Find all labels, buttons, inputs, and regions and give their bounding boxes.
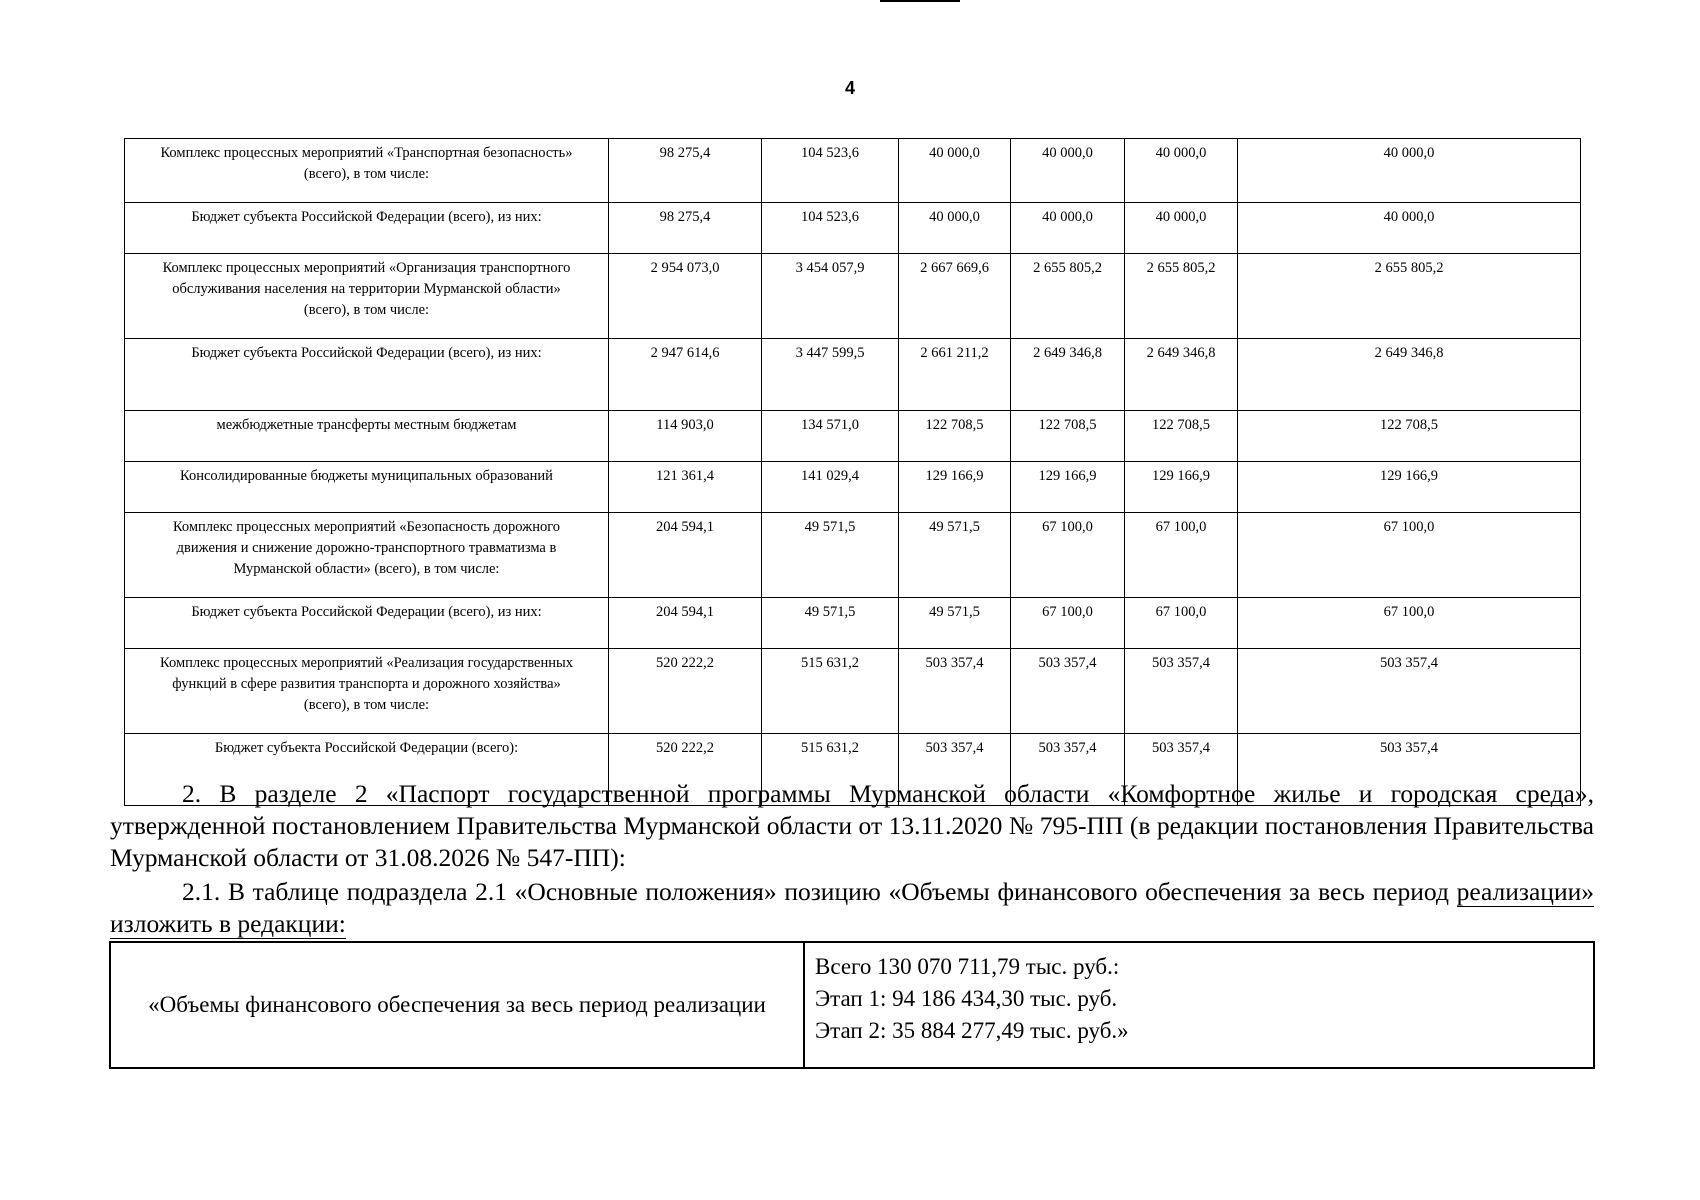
value-cell: 122 708,5 bbox=[1011, 411, 1125, 462]
value-cell: 67 100,0 bbox=[1238, 513, 1581, 598]
value-cell: 503 357,4 bbox=[1125, 734, 1238, 806]
funding-table bbox=[109, 941, 1595, 1069]
value-cell: 40 000,0 bbox=[899, 203, 1011, 254]
value-cell: 503 357,4 bbox=[1011, 649, 1125, 734]
page-number: 4 bbox=[844, 78, 855, 98]
table-row bbox=[125, 513, 1581, 598]
row-label: Комплекс процессных мероприятий «Реализация государственных функций в сфере развития транспорта и дорожного хозяйства» (всего), в том числе: bbox=[125, 649, 609, 734]
value-cell: 503 357,4 bbox=[1011, 734, 1125, 806]
value-cell: 40 000,0 bbox=[1125, 139, 1238, 203]
top-edge-mark bbox=[880, 0, 960, 2]
table-row bbox=[125, 254, 1581, 339]
value-cell: 40 000,0 bbox=[1011, 139, 1125, 203]
table-row bbox=[125, 462, 1581, 513]
value-cell: 141 029,4 bbox=[762, 462, 899, 513]
value-cell: 2 661 211,2 bbox=[899, 339, 1011, 411]
paragraph-section-2: 2. В разделе 2 «Паспорт государственной программы Мурманской области «Комфортное жилье и городская среда», утвержденной постановлением Правительства Мурманской области от 13.11.2020 № 795-ПП (в редакции постановления Правительства Мурманской области от 31.08.2026 № 547-ПП): bbox=[110, 779, 1594, 872]
value-cell: 49 571,5 bbox=[762, 598, 899, 649]
value-cell: 3 447 599,5 bbox=[762, 339, 899, 411]
table-row bbox=[125, 139, 1581, 203]
value-cell: 503 357,4 bbox=[1238, 734, 1581, 806]
value-cell: 2 667 669,6 bbox=[899, 254, 1011, 339]
table-row bbox=[125, 411, 1581, 462]
value-cell: 40 000,0 bbox=[1238, 139, 1581, 203]
value-cell: 134 571,0 bbox=[762, 411, 899, 462]
value-cell: 204 594,1 bbox=[609, 513, 762, 598]
value-cell: 67 100,0 bbox=[1125, 598, 1238, 649]
table-row bbox=[125, 339, 1581, 411]
value-cell: 49 571,5 bbox=[762, 513, 899, 598]
value-cell: 104 523,6 bbox=[762, 139, 899, 203]
value-cell: 2 649 346,8 bbox=[1125, 339, 1238, 411]
value-cell: 40 000,0 bbox=[1238, 203, 1581, 254]
value-cell: 2 649 346,8 bbox=[1238, 339, 1581, 411]
value-cell: 2 954 073,0 bbox=[609, 254, 762, 339]
value-cell: 67 100,0 bbox=[1011, 598, 1125, 649]
value-cell: 129 166,9 bbox=[1125, 462, 1238, 513]
value-cell: 98 275,4 bbox=[609, 139, 762, 203]
value-cell: 2 655 805,2 bbox=[1011, 254, 1125, 339]
value-cell: 129 166,9 bbox=[1011, 462, 1125, 513]
value-cell: 122 708,5 bbox=[899, 411, 1011, 462]
value-cell: 2 655 805,2 bbox=[1238, 254, 1581, 339]
value-cell: 3 454 057,9 bbox=[762, 254, 899, 339]
row-label: межбюджетные трансферты местным бюджетам bbox=[125, 411, 609, 462]
funding-total: Всего 130 070 711,79 тыс. руб.: bbox=[815, 954, 1120, 979]
value-cell: 98 275,4 bbox=[609, 203, 762, 254]
value-cell: 2 649 346,8 bbox=[1011, 339, 1125, 411]
value-cell: 40 000,0 bbox=[899, 139, 1011, 203]
paragraph-2-1-end: реализации» изложить в редакции: bbox=[110, 877, 1594, 938]
value-cell: 40 000,0 bbox=[1125, 203, 1238, 254]
value-cell: 520 222,2 bbox=[609, 734, 762, 806]
paragraph-subsection-2-1 bbox=[110, 876, 1594, 940]
row-label: Комплекс процессных мероприятий «Безопасность дорожного движения и снижение дорожно-транспортного травматизма в Мурманской области» (всего), в том числе: bbox=[125, 513, 609, 598]
row-label: Комплекс процессных мероприятий «Организация транспортного обслуживания населения на территории Мурманской области» (всего), в том числе: bbox=[125, 254, 609, 339]
value-cell: 2 947 614,6 bbox=[609, 339, 762, 411]
value-cell: 503 357,4 bbox=[1125, 649, 1238, 734]
row-label: Бюджет субъекта Российской Федерации (всего), из них: bbox=[125, 203, 609, 254]
table-row bbox=[125, 649, 1581, 734]
value-cell: 49 571,5 bbox=[899, 513, 1011, 598]
value-cell: 503 357,4 bbox=[899, 734, 1011, 806]
value-cell: 104 523,6 bbox=[762, 203, 899, 254]
value-cell: 114 903,0 bbox=[609, 411, 762, 462]
value-cell: 520 222,2 bbox=[609, 649, 762, 734]
value-cell: 67 100,0 bbox=[1011, 513, 1125, 598]
budget-table bbox=[124, 138, 1581, 806]
value-cell: 122 708,5 bbox=[1125, 411, 1238, 462]
value-cell: 129 166,9 bbox=[899, 462, 1011, 513]
value-cell: 67 100,0 bbox=[1125, 513, 1238, 598]
value-cell: 40 000,0 bbox=[1011, 203, 1125, 254]
value-cell: 121 361,4 bbox=[609, 462, 762, 513]
value-cell: 515 631,2 bbox=[762, 649, 899, 734]
funding-stage-2: Этап 2: 35 884 277,49 тыс. руб.» bbox=[815, 1018, 1129, 1043]
value-cell: 49 571,5 bbox=[899, 598, 1011, 649]
value-cell: 122 708,5 bbox=[1238, 411, 1581, 462]
row-label: Консолидированные бюджеты муниципальных образований bbox=[125, 462, 609, 513]
value-cell: 515 631,2 bbox=[762, 734, 899, 806]
row-label: Комплекс процессных мероприятий «Транспортная безопасность» (всего), в том числе: bbox=[125, 139, 609, 203]
paragraph-2-1-main: 2.1. В таблице подраздела 2.1 «Основные положения» позицию «Объемы финансового обеспечения за весь период bbox=[182, 877, 1449, 906]
funding-row bbox=[110, 942, 1594, 1068]
row-label: Бюджет субъекта Российской Федерации (всего): bbox=[125, 734, 609, 806]
value-cell: 503 357,4 bbox=[1238, 649, 1581, 734]
value-cell: 129 166,9 bbox=[1238, 462, 1581, 513]
value-cell: 503 357,4 bbox=[899, 649, 1011, 734]
funding-stage-1: Этап 1: 94 186 434,30 тыс. руб. bbox=[815, 986, 1118, 1011]
funding-label: «Объемы финансового обеспечения за весь период реализации bbox=[110, 942, 804, 1068]
value-cell: 67 100,0 bbox=[1238, 598, 1581, 649]
table-row bbox=[125, 598, 1581, 649]
row-label: Бюджет субъекта Российской Федерации (всего), из них: bbox=[125, 339, 609, 411]
table-row bbox=[125, 203, 1581, 254]
value-cell: 2 655 805,2 bbox=[1125, 254, 1238, 339]
value-cell: 204 594,1 bbox=[609, 598, 762, 649]
funding-values bbox=[804, 942, 1594, 1068]
row-label: Бюджет субъекта Российской Федерации (всего), из них: bbox=[125, 598, 609, 649]
